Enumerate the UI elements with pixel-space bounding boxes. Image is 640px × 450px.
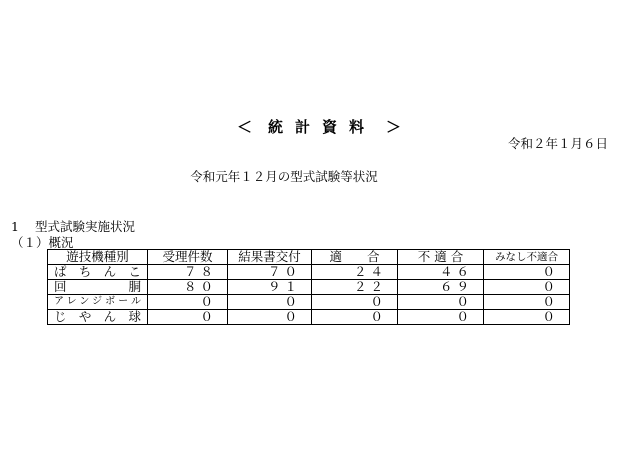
cell-kind: じやん球	[48, 310, 148, 325]
stats-table	[47, 249, 570, 325]
cell-issued: ９１	[228, 280, 312, 295]
cell-failed: ６９	[398, 280, 484, 295]
cell-issued: ０	[228, 310, 312, 325]
table-row	[48, 280, 570, 295]
title-open-bracket: ＜	[236, 118, 254, 136]
document-subtitle: 令和元年１２月の型式試験等状況	[190, 169, 378, 184]
column-header-failed: 不 適 合	[398, 250, 484, 265]
cell-passed: ０	[312, 295, 398, 310]
cell-deemed-failed: ０	[484, 265, 570, 280]
section-title: 型式試験実施状況	[34, 219, 135, 234]
column-header-passed: 適 合	[312, 250, 398, 265]
table-row	[48, 265, 570, 280]
column-header-issued: 結果書交付	[228, 250, 312, 265]
cell-issued: ７０	[228, 265, 312, 280]
column-header-deemed-failed: みなし不適合	[484, 250, 570, 265]
cell-failed: ４６	[398, 265, 484, 280]
cell-kind: 回胴	[48, 280, 148, 295]
title-close-bracket: ＞	[386, 118, 404, 136]
document-date: 令和２年１月６日	[507, 136, 608, 151]
table-row	[48, 310, 570, 325]
column-header-kind: 遊技機種別	[48, 250, 148, 265]
cell-deemed-failed: ０	[484, 280, 570, 295]
cell-received: ８０	[148, 280, 228, 295]
table-row	[48, 295, 570, 310]
cell-kind: アレンジボール	[48, 295, 148, 310]
cell-failed: ０	[398, 295, 484, 310]
table-header-row	[48, 250, 570, 265]
cell-received: ０	[148, 310, 228, 325]
title-text: 統計資料	[267, 118, 376, 136]
subsection-heading: （１）概況	[11, 235, 74, 250]
cell-passed: ０	[312, 310, 398, 325]
section-number: 1	[11, 219, 19, 234]
cell-issued: ０	[228, 295, 312, 310]
cell-deemed-failed: ０	[484, 310, 570, 325]
cell-received: ７８	[148, 265, 228, 280]
cell-failed: ０	[398, 310, 484, 325]
cell-kind: ぱちんこ	[48, 265, 148, 280]
cell-received: ０	[148, 295, 228, 310]
cell-passed: ２２	[312, 280, 398, 295]
cell-deemed-failed: ０	[484, 295, 570, 310]
cell-passed: ２４	[312, 265, 398, 280]
column-header-received: 受理件数	[148, 250, 228, 265]
